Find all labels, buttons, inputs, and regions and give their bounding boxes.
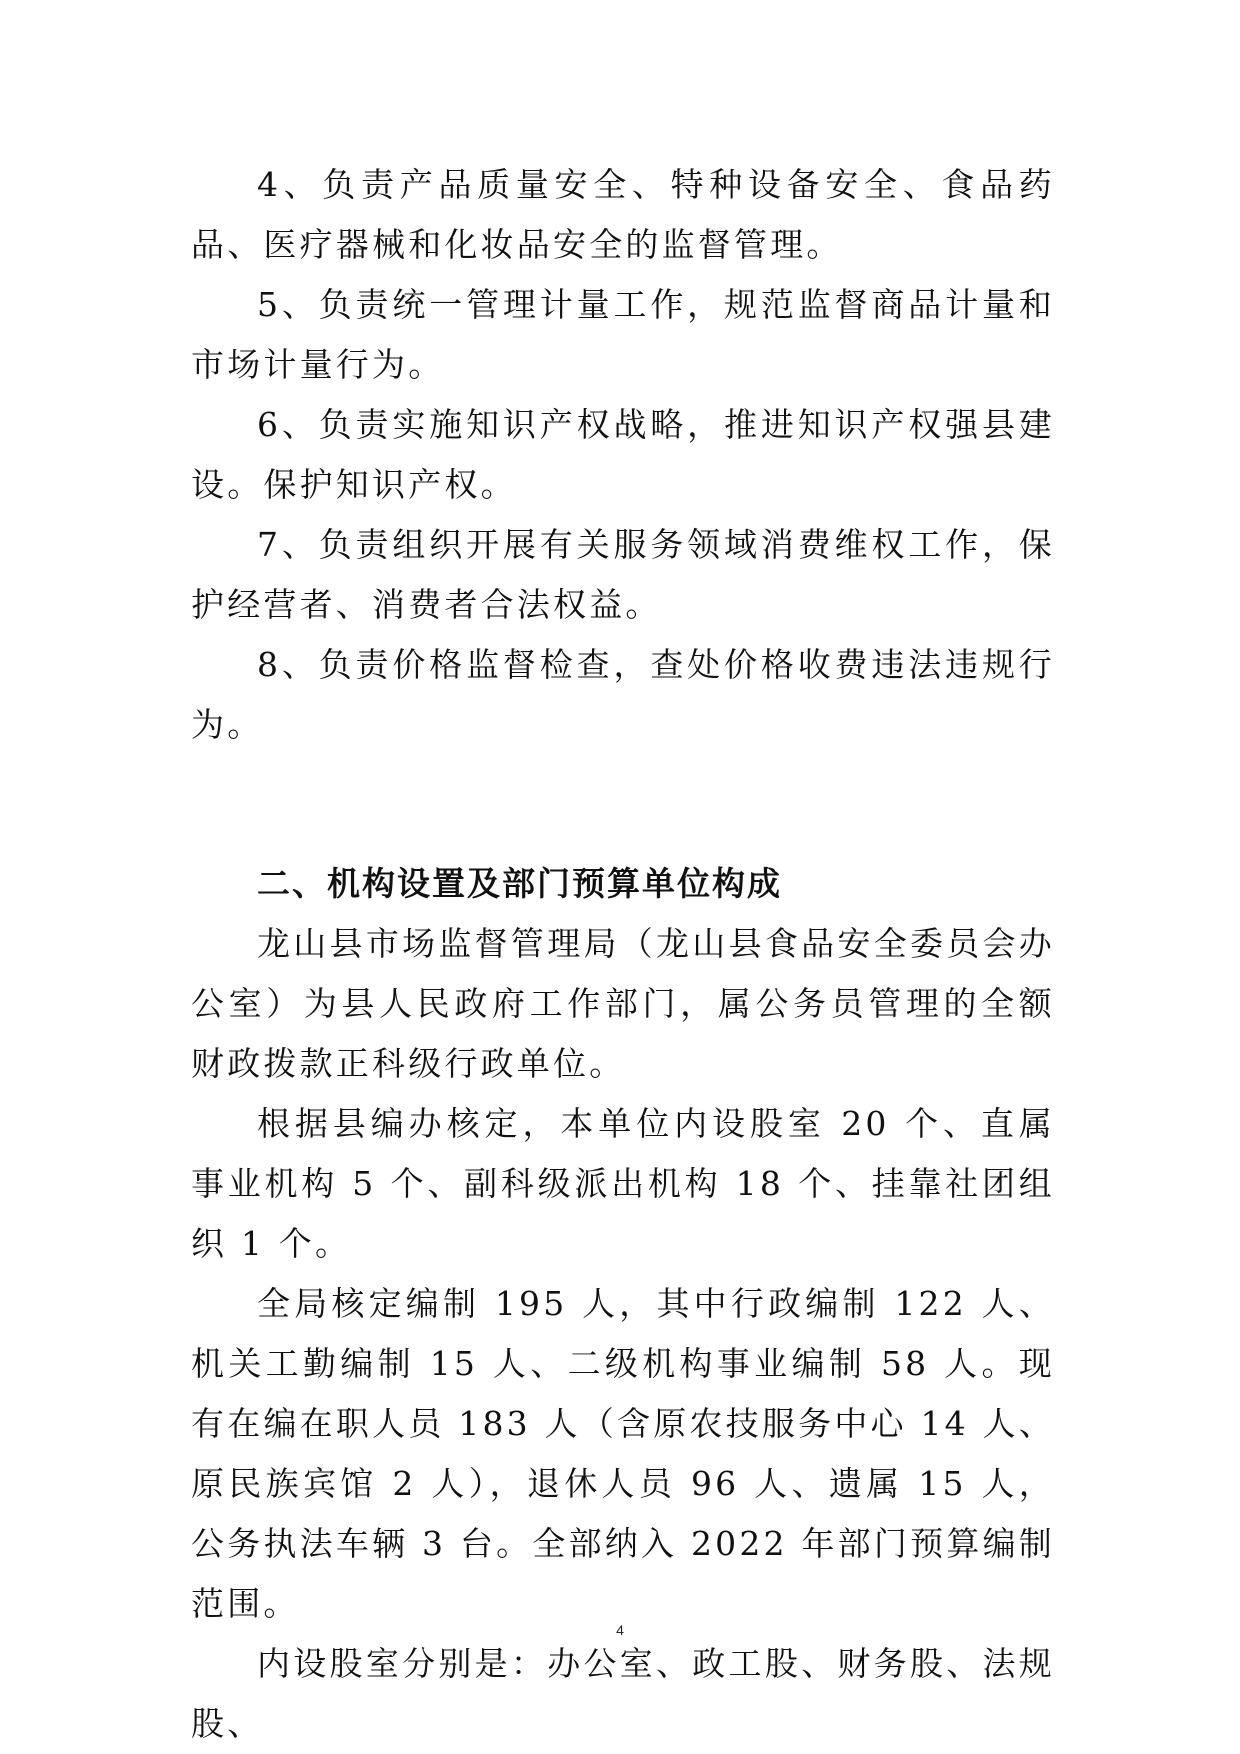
org-section: [191, 854, 1055, 1754]
org-paragraph-staffing: 全局核定编制 195 人，其中行政编制 122 人、机关工勤编制 15 人、二级机构事业编制 58 人。现有在编在职人员 183 人（含原农技服务中心 14 人、原民族宾馆 2 人），退休人员 96 人、遗属 15 人，公务执法车辆 3 台。全部纳入 2022 年部门预算编制范围。: [191, 1284, 1055, 1623]
duties-list: [191, 155, 1055, 755]
org-paragraph-departments: 内设股室分别是：办公室、政工股、财务股、法规股、: [191, 1644, 1055, 1743]
section-heading: 二、机构设置及部门预算单位构成: [257, 864, 782, 903]
duty-item-7: 7、负责组织开展有关服务领域消费维权工作，保护经营者、消费者合法权益。: [191, 525, 1055, 624]
org-paragraph-structure: 根据县编办核定，本单位内设股室 20 个、直属事业机构 5 个、副科级派出机构 18 个、挂靠社团组织 1 个。: [191, 1104, 1055, 1263]
duty-item-8: 8、负责价格监督检查，查处价格收费违法违规行为。: [191, 645, 1055, 744]
org-paragraph-intro: 龙山县市场监督管理局（龙山县食品安全委员会办公室）为县人民政府工作部门，属公务员管理的全额财政拨款正科级行政单位。: [191, 924, 1055, 1083]
duty-item-6: 6、负责实施知识产权战略，推进知识产权强县建设。保护知识产权。: [191, 405, 1055, 504]
duty-item-5: 5、负责统一管理计量工作，规范监督商品计量和市场计量行为。: [191, 285, 1055, 384]
duty-item-4: 4、负责产品质量安全、特种设备安全、食品药品、医疗器械和化妆品安全的监督管理。: [191, 165, 1055, 264]
page-number: 4: [616, 1622, 624, 1638]
